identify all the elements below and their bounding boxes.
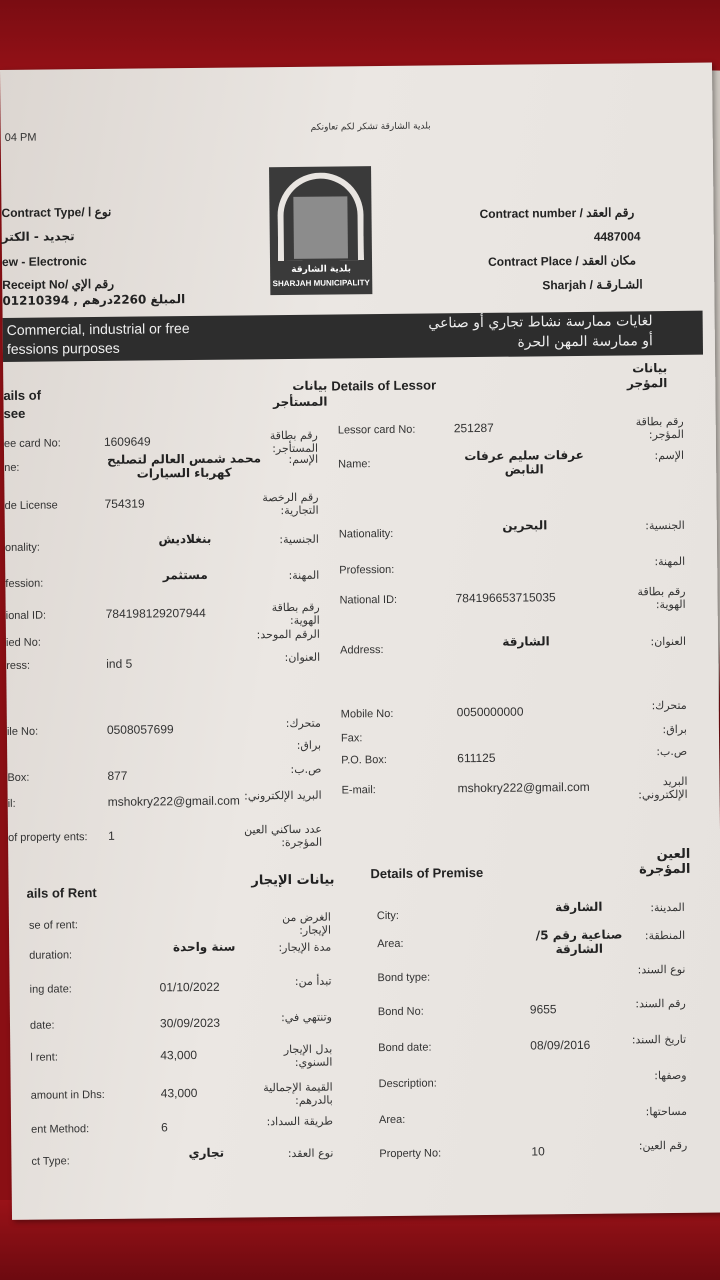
lessor-label-en: E-mail: — [341, 784, 376, 797]
lessor-value: البحرين — [502, 518, 548, 533]
rent-value: 30/09/2023 — [159, 1015, 221, 1031]
lessor-label-ar: رقم بطاقة المؤجر: — [635, 414, 684, 442]
contract-type-ar: تجديد - الكتر — [1, 229, 75, 244]
lessor-label-ar: براق: — [662, 722, 688, 737]
contract-type-en: ew - Electronic — [1, 254, 87, 269]
premise-label-en: Property No: — [379, 1147, 442, 1161]
premise-label-en: Description: — [378, 1077, 437, 1091]
lessor-label-ar: العنوان: — [650, 634, 687, 649]
premise-label-en: Bond date: — [378, 1041, 432, 1055]
rent-label-ar: القيمة الإجمالية بالدرهم: — [263, 1080, 333, 1107]
purpose-banner — [3, 311, 703, 362]
sharjah-municipality-logo — [269, 166, 372, 295]
lessee-label-en: il: — [7, 797, 16, 810]
rent-label-en: ent Method: — [31, 1123, 90, 1136]
lessee-label-en: ress: — [6, 659, 31, 672]
lessor-label-en: Mobile No: — [340, 707, 394, 721]
lessor-label-ar: متحرك: — [651, 698, 687, 713]
lessee-value: 784198129207944 — [105, 605, 206, 621]
contract-type-label: Contract Type/ نوع ا — [1, 204, 112, 220]
logo-arabic-text: بلدية الشارقة — [291, 264, 352, 275]
lessee-label-ar: الرقم الموحد: — [256, 627, 320, 642]
rent-label-en: date: — [29, 1019, 55, 1032]
rent-label-ar: بدل الإيجار السنوي: — [283, 1042, 333, 1069]
lessor-title-en: Details of Lessor — [331, 377, 437, 394]
lessor-label-en: Name: — [338, 458, 371, 471]
lessee-label-en: ne: — [4, 461, 20, 474]
rent-label-en: se of rent: — [28, 919, 78, 932]
premise-value: صناعية رقم 5/ الشارقة — [535, 927, 623, 957]
lessee-title-ar-2: المستأجر — [273, 394, 328, 410]
lessee-label-ar: الجنسية: — [279, 532, 319, 547]
lessor-label-ar: الإسم: — [654, 448, 685, 463]
lessee-value: ind 5 — [106, 656, 133, 671]
lessee-value: 754319 — [104, 496, 145, 511]
lessee-value: 877 — [107, 768, 128, 783]
banner-en-line1: Commercial, industrial or free — [6, 320, 190, 338]
lessee-label-en: de License — [4, 499, 58, 512]
premise-label-en: Area: — [377, 937, 404, 951]
rent-label-en: ct Type: — [31, 1155, 70, 1168]
lessee-label-ar: العنوان: — [284, 650, 321, 665]
premise-value: 9655 — [529, 1002, 557, 1017]
logo-english-text: SHARJAH MUNICIPALITY — [272, 278, 370, 289]
lessor-value: الشارقة — [502, 634, 550, 649]
lessee-label-en: of property ents: — [7, 831, 88, 844]
lessee-label-en: Box: — [7, 771, 30, 784]
premise-title-en: Details of Premise — [370, 864, 484, 882]
premise-label-ar: وصفها: — [654, 1068, 687, 1083]
lessee-value: mshokry222@gmail.com — [107, 793, 240, 809]
rent-title-en: ails of Rent — [26, 885, 97, 901]
top-arabic-note: بلدية الشارقة تشكر لكم تعاونكم — [310, 121, 431, 133]
rent-label-en: l rent: — [30, 1051, 58, 1064]
rent-value: تجاري — [188, 1145, 225, 1161]
contract-document — [0, 63, 720, 1220]
rent-title-ar: بيانات الإيجار — [251, 872, 335, 889]
lessor-label-ar: الجنسية: — [645, 518, 685, 533]
rent-value: 43,000 — [160, 1085, 198, 1101]
banner-en-line2: fessions purposes — [6, 339, 120, 357]
premise-label-ar: مساحتها: — [645, 1104, 688, 1119]
lessee-value: 1 — [107, 828, 115, 843]
premise-label-en: Bond type: — [377, 971, 431, 985]
lessor-value: mshokry222@gmail.com — [457, 779, 590, 796]
lessee-value: بنغلاديش — [158, 531, 212, 547]
lessee-label-ar: الإسم: — [288, 452, 319, 466]
banner-ar-line1: لغايات ممارسة نشاط تجاري أو صناعي — [428, 313, 653, 332]
contract-place-label: Contract Place / مكان العقد — [487, 253, 637, 269]
premise-title-ar: العين المؤجرة — [638, 846, 691, 878]
lessee-label-ar: ص.ب: — [290, 762, 322, 776]
premise-value: 08/09/2016 — [530, 1037, 591, 1053]
lessee-label-en: ional ID: — [5, 609, 47, 622]
rent-label-ar: وتنتهي في: — [280, 1010, 333, 1025]
rent-label-ar: طريقة السداد: — [266, 1114, 334, 1129]
contract-place-value: Sharjah / الشـارقـة — [542, 277, 643, 293]
lessee-value: محمد شمس العالم لتصليح كهرباء السيارات — [107, 451, 262, 481]
lessor-value: عرفات سليم عرفات النابض — [464, 447, 584, 477]
receipt-value: 01210394 , المبلغ 2260درهم — [2, 292, 186, 308]
premise-label-ar: تاريخ السند: — [631, 1032, 687, 1047]
rent-label-ar: مدة الإيجار: — [278, 940, 332, 955]
lessee-label-ar: عدد ساكني العين المؤجرة: — [243, 822, 323, 850]
time-fragment: 04 PM — [4, 131, 37, 144]
lessor-label-en: Lessor card No: — [337, 423, 416, 437]
rent-label-ar: الغرض من الإيجار: — [281, 910, 332, 937]
receipt-label: Receipt No/ رقم الإي — [2, 276, 115, 292]
premise-label-ar: نوع السند: — [637, 962, 686, 977]
lessee-label-en: ee card No: — [3, 437, 61, 450]
rent-value: 01/10/2022 — [159, 979, 220, 995]
lessee-label-en: ile No: — [6, 725, 39, 738]
lessee-value: 1609649 — [103, 434, 151, 449]
lessor-value: 784196653715035 — [455, 590, 556, 606]
lessor-value: 611125 — [457, 750, 496, 766]
lessee-label-ar: براق: — [296, 738, 322, 752]
lessor-label-en: Nationality: — [338, 527, 394, 541]
lessee-label-ar: المهنة: — [288, 568, 320, 583]
contract-number-label: Contract number / رقم العقد — [479, 205, 635, 221]
rent-label-en: duration: — [29, 949, 73, 962]
lessee-label-en: ied No: — [5, 636, 41, 649]
premise-label-ar: رقم السند: — [635, 996, 686, 1011]
premise-value: الشارقة — [555, 899, 603, 915]
lessor-label-ar: ص.ب: — [656, 744, 688, 759]
lessee-title-ar-1: بيانات — [292, 378, 328, 393]
premise-label-ar: رقم العين: — [638, 1138, 688, 1153]
lessee-title-en-1: ails of — [3, 387, 42, 403]
lessor-value: 0050000000 — [456, 704, 524, 720]
premise-label-en: City: — [376, 909, 399, 923]
rent-label-en: amount in Dhs: — [30, 1088, 105, 1102]
banner-ar-line2: أو ممارسة المهن الحرة — [517, 333, 653, 351]
rent-label-ar: نوع العقد: — [287, 1146, 334, 1161]
rent-value: سنة واحدة — [172, 939, 236, 955]
lessor-label-en: Profession: — [339, 563, 395, 577]
lessor-label-en: National ID: — [339, 593, 398, 607]
lessee-label-ar: رقم بطاقة الهوية: — [271, 600, 320, 627]
lessor-title-ar: بيانات المؤجر — [626, 361, 668, 391]
lessee-label-en: fession: — [5, 577, 44, 590]
lessor-label-en: Address: — [340, 644, 384, 657]
lessee-label-ar: متحرك: — [285, 716, 321, 731]
lessee-title-en-2: see — [3, 405, 26, 421]
premise-label-ar: المنطقة: — [644, 928, 686, 943]
premise-label-en: Bond No: — [377, 1005, 424, 1019]
lessee-value: مستثمر — [162, 567, 208, 583]
lessor-label-ar: المهنة: — [654, 554, 686, 569]
rent-label-ar: تبدأ من: — [294, 974, 332, 988]
lessor-label-en: P.O. Box: — [341, 753, 387, 767]
lessee-value: 0508057699 — [106, 722, 174, 737]
lessor-label-ar: البريد الإلكتروني: — [638, 774, 688, 802]
lessee-label-ar: البريد الإلكتروني: — [244, 788, 322, 803]
premise-label-en: Area: — [378, 1113, 406, 1127]
rent-value: 43,000 — [160, 1047, 198, 1063]
rent-label-en: ing date: — [29, 983, 72, 996]
lessee-label-en: onality: — [4, 541, 40, 554]
premise-value: 10 — [531, 1144, 545, 1159]
contract-number-value: 4487004 — [593, 229, 641, 244]
premise-label-ar: المدينة: — [650, 900, 685, 915]
lessee-label-ar: رقم بطاقة المستأجر: — [269, 428, 319, 456]
lessor-value: 251287 — [453, 420, 494, 436]
lessor-label-en: Fax: — [340, 732, 363, 745]
rent-value: 6 — [161, 1120, 168, 1135]
lessee-label-ar: رقم الرخصة التجارية: — [262, 490, 319, 518]
lessor-label-ar: رقم بطاقة الهوية: — [637, 584, 686, 612]
